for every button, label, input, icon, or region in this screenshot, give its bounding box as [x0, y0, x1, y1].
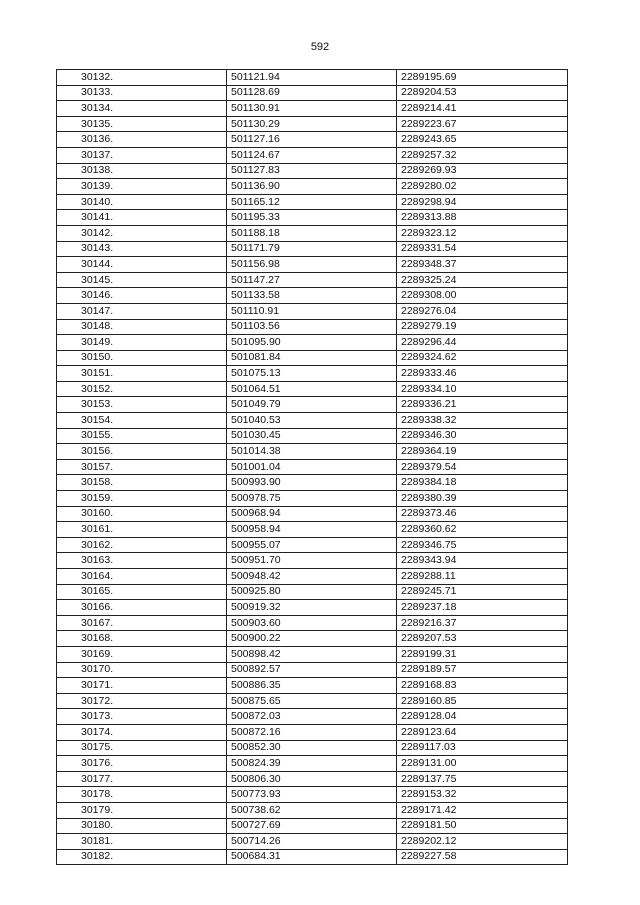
- y-coordinate-cell: 2289128.04: [397, 709, 568, 725]
- x-coordinate-cell: 500872.16: [227, 724, 397, 740]
- table-row: [57, 257, 568, 273]
- x-coordinate-cell: 501165.12: [227, 194, 397, 210]
- table-row: [57, 272, 568, 288]
- y-coordinate-cell: 2289379.54: [397, 459, 568, 475]
- x-coordinate-cell: 500925.80: [227, 584, 397, 600]
- y-coordinate-cell: 2289346.75: [397, 537, 568, 553]
- table-row: [57, 756, 568, 772]
- table-row: [57, 600, 568, 616]
- y-coordinate-cell: 2289195.69: [397, 70, 568, 86]
- x-coordinate-cell: 501128.69: [227, 85, 397, 101]
- x-coordinate-cell: 500968.94: [227, 506, 397, 522]
- y-coordinate-cell: 2289380.39: [397, 491, 568, 507]
- x-coordinate-cell: 500824.39: [227, 756, 397, 772]
- y-coordinate-cell: 2289214.41: [397, 101, 568, 117]
- x-coordinate-cell: 500852.30: [227, 740, 397, 756]
- y-coordinate-cell: 2289324.62: [397, 350, 568, 366]
- table-row: [57, 662, 568, 678]
- table-row: [57, 444, 568, 460]
- table-row: [57, 584, 568, 600]
- x-coordinate-cell: 500955.07: [227, 537, 397, 553]
- y-coordinate-cell: 2289199.31: [397, 646, 568, 662]
- table-row: [57, 397, 568, 413]
- table-row: [57, 147, 568, 163]
- point-number-cell: 30164.: [57, 569, 227, 585]
- point-number-cell: 30160.: [57, 506, 227, 522]
- point-number-cell: 30172.: [57, 693, 227, 709]
- point-number-cell: 30181.: [57, 834, 227, 850]
- table-row: [57, 537, 568, 553]
- table-row: [57, 381, 568, 397]
- x-coordinate-cell: 501127.83: [227, 163, 397, 179]
- point-number-cell: 30169.: [57, 646, 227, 662]
- y-coordinate-cell: 2289117.03: [397, 740, 568, 756]
- table-row: [57, 413, 568, 429]
- point-number-cell: 30154.: [57, 413, 227, 429]
- x-coordinate-cell: 501040.53: [227, 413, 397, 429]
- y-coordinate-cell: 2289323.12: [397, 225, 568, 241]
- point-number-cell: 30150.: [57, 350, 227, 366]
- y-coordinate-cell: 2289245.71: [397, 584, 568, 600]
- table-row: [57, 475, 568, 491]
- y-coordinate-cell: 2289364.19: [397, 444, 568, 460]
- y-coordinate-cell: 2289189.57: [397, 662, 568, 678]
- x-coordinate-cell: 500951.70: [227, 553, 397, 569]
- table-row: [57, 116, 568, 132]
- y-coordinate-cell: 2289325.24: [397, 272, 568, 288]
- table-row: [57, 335, 568, 351]
- y-coordinate-cell: 2289279.19: [397, 319, 568, 335]
- table-row: [57, 818, 568, 834]
- point-number-cell: 30171.: [57, 678, 227, 694]
- y-coordinate-cell: 2289373.46: [397, 506, 568, 522]
- y-coordinate-cell: 2289298.94: [397, 194, 568, 210]
- table-row: [57, 491, 568, 507]
- y-coordinate-cell: 2289338.32: [397, 413, 568, 429]
- x-coordinate-cell: 500900.22: [227, 631, 397, 647]
- table-row: [57, 179, 568, 195]
- y-coordinate-cell: 2289168.83: [397, 678, 568, 694]
- y-coordinate-cell: 2289288.11: [397, 569, 568, 585]
- point-number-cell: 30176.: [57, 756, 227, 772]
- y-coordinate-cell: 2289276.04: [397, 303, 568, 319]
- table-row: [57, 163, 568, 179]
- page-number: 592: [310, 41, 330, 53]
- coordinate-table-body: [57, 70, 568, 865]
- point-number-cell: 30137.: [57, 147, 227, 163]
- table-row: [57, 101, 568, 117]
- point-number-cell: 30145.: [57, 272, 227, 288]
- y-coordinate-cell: 2289336.21: [397, 397, 568, 413]
- y-coordinate-cell: 2289243.65: [397, 132, 568, 148]
- x-coordinate-cell: 501130.91: [227, 101, 397, 117]
- x-coordinate-cell: 500903.60: [227, 615, 397, 631]
- point-number-cell: 30152.: [57, 381, 227, 397]
- table-row: [57, 194, 568, 210]
- x-coordinate-cell: 501130.29: [227, 116, 397, 132]
- table-row: [57, 70, 568, 86]
- table-row: [57, 553, 568, 569]
- point-number-cell: 30140.: [57, 194, 227, 210]
- point-number-cell: 30182.: [57, 849, 227, 865]
- table-row: [57, 678, 568, 694]
- x-coordinate-cell: 501075.13: [227, 366, 397, 382]
- y-coordinate-cell: 2289331.54: [397, 241, 568, 257]
- table-row: [57, 615, 568, 631]
- x-coordinate-cell: 501103.56: [227, 319, 397, 335]
- point-number-cell: 30178.: [57, 787, 227, 803]
- table-row: [57, 834, 568, 850]
- point-number-cell: 30155.: [57, 428, 227, 444]
- point-number-cell: 30149.: [57, 335, 227, 351]
- table-row: [57, 319, 568, 335]
- point-number-cell: 30177.: [57, 771, 227, 787]
- point-number-cell: 30157.: [57, 459, 227, 475]
- x-coordinate-cell: 500958.94: [227, 522, 397, 538]
- point-number-cell: 30159.: [57, 491, 227, 507]
- point-number-cell: 30158.: [57, 475, 227, 491]
- table-row: [57, 132, 568, 148]
- point-number-cell: 30163.: [57, 553, 227, 569]
- table-row: [57, 740, 568, 756]
- point-number-cell: 30151.: [57, 366, 227, 382]
- point-number-cell: 30132.: [57, 70, 227, 86]
- y-coordinate-cell: 2289308.00: [397, 288, 568, 304]
- table-row: [57, 849, 568, 865]
- x-coordinate-cell: 501127.16: [227, 132, 397, 148]
- x-coordinate-cell: 500684.31: [227, 849, 397, 865]
- y-coordinate-cell: 2289313.88: [397, 210, 568, 226]
- table-row: [57, 303, 568, 319]
- y-coordinate-cell: 2289181.50: [397, 818, 568, 834]
- point-number-cell: 30165.: [57, 584, 227, 600]
- x-coordinate-cell: 500892.57: [227, 662, 397, 678]
- point-number-cell: 30146.: [57, 288, 227, 304]
- point-number-cell: 30162.: [57, 537, 227, 553]
- point-number-cell: 30180.: [57, 818, 227, 834]
- x-coordinate-cell: 501095.90: [227, 335, 397, 351]
- y-coordinate-cell: 2289333.46: [397, 366, 568, 382]
- table-row: [57, 693, 568, 709]
- table-row: [57, 350, 568, 366]
- y-coordinate-cell: 2289269.93: [397, 163, 568, 179]
- x-coordinate-cell: 501121.94: [227, 70, 397, 86]
- x-coordinate-cell: 500898.42: [227, 646, 397, 662]
- point-number-cell: 30156.: [57, 444, 227, 460]
- x-coordinate-cell: 500875.65: [227, 693, 397, 709]
- y-coordinate-cell: 2289343.94: [397, 553, 568, 569]
- x-coordinate-cell: 501133.58: [227, 288, 397, 304]
- x-coordinate-cell: 500714.26: [227, 834, 397, 850]
- x-coordinate-cell: 501001.04: [227, 459, 397, 475]
- point-number-cell: 30142.: [57, 225, 227, 241]
- table-row: [57, 771, 568, 787]
- y-coordinate-cell: 2289160.85: [397, 693, 568, 709]
- point-number-cell: 30141.: [57, 210, 227, 226]
- y-coordinate-cell: 2289334.10: [397, 381, 568, 397]
- point-number-cell: 30133.: [57, 85, 227, 101]
- table-row: [57, 85, 568, 101]
- y-coordinate-cell: 2289237.18: [397, 600, 568, 616]
- x-coordinate-cell: 501195.33: [227, 210, 397, 226]
- table-row: [57, 631, 568, 647]
- table-row: [57, 802, 568, 818]
- point-number-cell: 30170.: [57, 662, 227, 678]
- x-coordinate-cell: 501156.98: [227, 257, 397, 273]
- table-row: [57, 428, 568, 444]
- table-row: [57, 210, 568, 226]
- point-number-cell: 30174.: [57, 724, 227, 740]
- point-number-cell: 30168.: [57, 631, 227, 647]
- x-coordinate-cell: 501110.91: [227, 303, 397, 319]
- x-coordinate-cell: 501014.38: [227, 444, 397, 460]
- y-coordinate-cell: 2289131.00: [397, 756, 568, 772]
- y-coordinate-cell: 2289171.42: [397, 802, 568, 818]
- y-coordinate-cell: 2289207.53: [397, 631, 568, 647]
- table-row: [57, 709, 568, 725]
- point-number-cell: 30134.: [57, 101, 227, 117]
- y-coordinate-cell: 2289204.53: [397, 85, 568, 101]
- y-coordinate-cell: 2289123.64: [397, 724, 568, 740]
- x-coordinate-cell: 500993.90: [227, 475, 397, 491]
- y-coordinate-cell: 2289202.12: [397, 834, 568, 850]
- point-number-cell: 30135.: [57, 116, 227, 132]
- x-coordinate-cell: 500806.30: [227, 771, 397, 787]
- y-coordinate-cell: 2289137.75: [397, 771, 568, 787]
- y-coordinate-cell: 2289346.30: [397, 428, 568, 444]
- point-number-cell: 30173.: [57, 709, 227, 725]
- x-coordinate-cell: 501081.84: [227, 350, 397, 366]
- table-row: [57, 569, 568, 585]
- point-number-cell: 30143.: [57, 241, 227, 257]
- table-row: [57, 241, 568, 257]
- x-coordinate-cell: 501171.79: [227, 241, 397, 257]
- y-coordinate-cell: 2289216.37: [397, 615, 568, 631]
- x-coordinate-cell: 501064.51: [227, 381, 397, 397]
- table-row: [57, 646, 568, 662]
- table-row: [57, 366, 568, 382]
- table-row: [57, 522, 568, 538]
- point-number-cell: 30136.: [57, 132, 227, 148]
- table-row: [57, 787, 568, 803]
- point-number-cell: 30167.: [57, 615, 227, 631]
- x-coordinate-cell: 501049.79: [227, 397, 397, 413]
- point-number-cell: 30139.: [57, 179, 227, 195]
- x-coordinate-cell: 501147.27: [227, 272, 397, 288]
- table-row: [57, 225, 568, 241]
- point-number-cell: 30161.: [57, 522, 227, 538]
- x-coordinate-cell: 500773.93: [227, 787, 397, 803]
- x-coordinate-cell: 500948.42: [227, 569, 397, 585]
- x-coordinate-cell: 500727.69: [227, 818, 397, 834]
- x-coordinate-cell: 501136.90: [227, 179, 397, 195]
- x-coordinate-cell: 500978.75: [227, 491, 397, 507]
- table-row: [57, 724, 568, 740]
- x-coordinate-cell: 501188.18: [227, 225, 397, 241]
- point-number-cell: 30138.: [57, 163, 227, 179]
- y-coordinate-cell: 2289227.58: [397, 849, 568, 865]
- point-number-cell: 30166.: [57, 600, 227, 616]
- y-coordinate-cell: 2289384.18: [397, 475, 568, 491]
- y-coordinate-cell: 2289296.44: [397, 335, 568, 351]
- x-coordinate-cell: 500738.62: [227, 802, 397, 818]
- y-coordinate-cell: 2289360.62: [397, 522, 568, 538]
- y-coordinate-cell: 2289280.02: [397, 179, 568, 195]
- table-row: [57, 288, 568, 304]
- table-row: [57, 459, 568, 475]
- point-number-cell: 30175.: [57, 740, 227, 756]
- point-number-cell: 30144.: [57, 257, 227, 273]
- table-row: [57, 506, 568, 522]
- y-coordinate-cell: 2289153.32: [397, 787, 568, 803]
- coordinate-table: [56, 69, 568, 865]
- point-number-cell: 30147.: [57, 303, 227, 319]
- y-coordinate-cell: 2289223.67: [397, 116, 568, 132]
- point-number-cell: 30179.: [57, 802, 227, 818]
- x-coordinate-cell: 500919.32: [227, 600, 397, 616]
- y-coordinate-cell: 2289348.37: [397, 257, 568, 273]
- point-number-cell: 30148.: [57, 319, 227, 335]
- x-coordinate-cell: 501124.67: [227, 147, 397, 163]
- x-coordinate-cell: 501030.45: [227, 428, 397, 444]
- point-number-cell: 30153.: [57, 397, 227, 413]
- y-coordinate-cell: 2289257.32: [397, 147, 568, 163]
- x-coordinate-cell: 500886.35: [227, 678, 397, 694]
- x-coordinate-cell: 500872.03: [227, 709, 397, 725]
